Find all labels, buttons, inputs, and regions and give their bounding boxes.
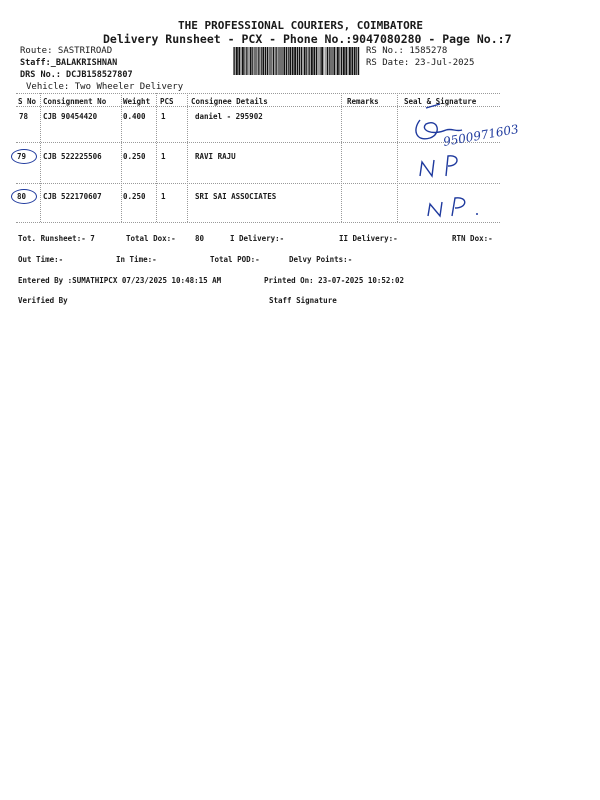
barcode-bar [258,47,259,75]
col-divider [121,93,122,222]
row-consignment: CJB 522170607 [43,192,102,201]
col-header-weight: Weight [123,97,151,106]
barcode-bar [313,47,315,75]
barcode-bar [339,47,340,75]
col-header-seal: Seal & Signature [404,97,477,106]
col-header-sno: S No [18,97,37,106]
barcode-bar [351,47,353,75]
barcode-bar [321,47,323,75]
barcode-bar [265,47,266,75]
barcode-bar [330,47,331,75]
barcode-bar [303,47,304,75]
row-weight: 0.400 [123,112,146,121]
row-pcs: 1 [161,112,166,121]
barcode-bar [341,47,343,75]
vehicle-label: Vehicle: Two Wheeler Delivery [26,82,184,92]
barcode-bar [279,47,280,75]
row-weight: 0.250 [123,152,146,161]
barcode-bar [270,47,271,75]
barcode-bar [276,47,277,75]
barcode-bar [233,47,234,75]
np-mark-1 [420,156,457,176]
barcode-bar [297,47,299,75]
barcode-image [233,47,360,75]
barcode-bar [306,47,307,75]
barcode-bar [309,47,310,75]
barcode-bar [318,47,319,75]
barcode-bar [336,47,337,75]
barcode-bar [311,47,313,75]
barcode-bar [316,47,317,75]
col-divider [187,93,188,222]
barcode-bar [288,47,289,75]
barcode-bar [292,47,294,75]
handwritten-phone: 9500971603 [442,121,520,149]
row-weight: 0.250 [123,192,146,201]
barcode-bar [337,47,339,75]
barcode-bar [234,47,235,75]
barcode-bar [324,47,325,75]
barcode-bar [349,47,351,75]
barcode-bar [332,47,333,75]
row-consignee: RAVI RAJU [195,152,236,161]
barcode-bar [275,47,276,75]
col-header-consignment: Consignment No [43,97,107,106]
signature-scrawl [416,104,462,139]
barcode-bar [348,47,349,75]
barcode-bar [356,47,357,75]
barcode-bar [358,47,359,75]
row-pcs: 1 [161,192,166,201]
barcode-bar [343,47,345,75]
runsheet-subtitle: Delivery Runsheet - PCX - Phone No.:9047080280 - Page No.:7 [103,32,512,46]
barcode-bar [282,47,283,75]
row-sno: 79 [17,152,27,161]
row-consignment: CJB 522225506 [43,152,102,161]
barcode-bar [252,47,253,75]
barcode-bar [278,47,279,75]
table-header-rule [16,106,500,107]
printed-on: Printed On: 23-07-2025 10:52:02 [264,276,404,285]
np-mark-2 [428,198,478,216]
col-divider [341,93,342,222]
barcode-bar [269,47,270,75]
col-header-pcs: PCS [160,97,174,106]
barcode-bar [267,47,269,75]
rs-date: RS Date: 23-Jul-2025 [366,58,475,68]
row-sno: 80 [17,192,27,201]
col-header-remarks: Remarks [347,97,379,106]
barcode-bar [294,47,296,75]
drs-number: DRS No.: DCJB158527807 [20,70,133,80]
barcode-bar [304,47,306,75]
barcode-bar [242,47,244,75]
barcode-bar [246,47,247,75]
row-divider [16,142,500,143]
barcode-bar [254,47,255,75]
barcode-bar [262,47,264,75]
row-consignee: SRI SAI ASSOCIATES [195,192,277,201]
barcode-bar [241,47,242,75]
staff-signature-label: Staff Signature [269,296,337,305]
total-dox-label: Total Dox:- [126,234,176,243]
barcode-bar [326,47,327,75]
entered-by: Entered By :SUMATHIPCX 07/23/2025 10:48:15 AM [18,276,222,285]
barcode-bar [319,47,320,75]
table-bottom-rule [16,222,500,223]
barcode-bar [250,47,252,75]
col-divider [156,93,157,222]
out-time: Out Time:- [18,255,64,264]
barcode-bar [308,47,309,75]
row-consignee: daniel - 295902 [195,112,263,121]
company-title: THE PROFESSIONAL COURIERS, COIMBATORE [178,19,424,32]
delvy-points: Delvy Points:- [289,255,353,264]
staff-label: Staff:_BALAKRISHNAN [20,58,118,68]
barcode-bar [299,47,300,75]
total-dox-value: 80 [195,234,205,243]
barcode-bar [261,47,262,75]
col-divider [40,93,41,222]
barcode-bar [354,47,356,75]
i-delivery: I Delivery:- [230,234,285,243]
table-top-rule [16,93,500,94]
barcode-bar [280,47,281,75]
barcode-bar [259,47,260,75]
tot-runsheet: Tot. Runsheet:- 7 [18,234,95,243]
rtn-dox: RTN Dox:- [452,234,493,243]
barcode-bar [249,47,250,75]
barcode-bar [320,47,321,75]
row-sno: 78 [19,112,29,121]
barcode-bar [256,47,257,75]
route-label: Route: SASTRIROAD [20,46,113,56]
in-time: In Time:- [116,255,157,264]
barcode-bar [271,47,272,75]
barcode-bar [289,47,291,75]
barcode-bar [244,47,245,75]
barcode-bar [247,47,248,75]
barcode-bar [238,47,240,75]
barcode-bar [329,47,330,75]
barcode-bar [345,47,347,75]
barcode-bar [301,47,302,75]
ii-delivery: II Delivery:- [339,234,398,243]
barcode-bar [286,47,287,75]
row-pcs: 1 [161,152,166,161]
col-divider [397,93,398,222]
col-header-consignee: Consignee Details [191,97,268,106]
barcode-bar [333,47,335,75]
barcode-bar [236,47,238,75]
barcode-bar [255,47,256,75]
barcode-bar [327,47,328,75]
barcode-bar [283,47,285,75]
row-consignment: CJB 90454420 [43,112,98,121]
row-divider [16,183,500,184]
verified-by: Verified By [18,296,68,305]
barcode-bar [273,47,275,75]
total-pod: Total POD:- [210,255,260,264]
rs-number: RS No.: 1585278 [366,46,448,56]
